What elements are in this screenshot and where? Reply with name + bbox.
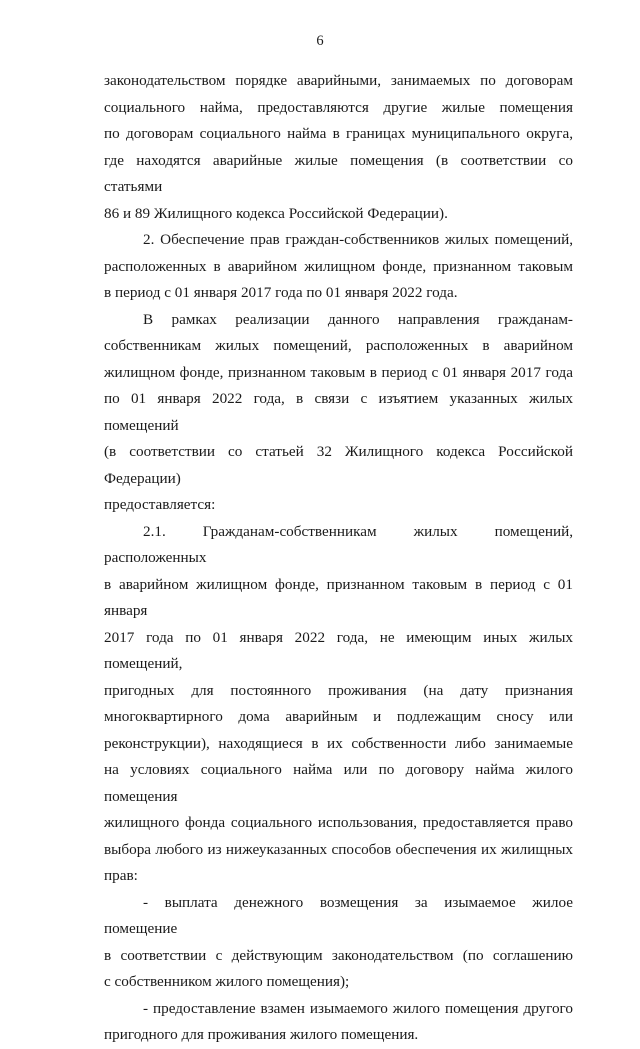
text-line: жилищном фонде, признанном таковым в период с 01 января 2017 года <box>104 363 573 381</box>
page-number: 6 <box>316 33 324 49</box>
paragraph-continuation <box>104 68 573 227</box>
text-line: в соответствии с действующим законодательством (по соглашению <box>104 946 573 964</box>
text-line: 2.1. Гражданам-собственникам жилых помещений, расположенных <box>104 522 573 566</box>
text-line: предоставляется: <box>104 496 216 513</box>
text-line: расположенных в аварийном жилищном фонде, признанном таковым <box>104 257 573 275</box>
text-line: где находятся аварийные жилые помещения (в соответствии со статьями <box>104 151 573 195</box>
text-line: реконструкции), находящиеся в их собственности либо занимаемые <box>104 734 573 752</box>
text-line: в аварийном жилищном фонде, признанном таковым в период с 01 января <box>104 575 573 619</box>
list-item <box>104 996 573 1049</box>
text-line: жилищного фонда социального использования, предоставляется право <box>104 814 573 831</box>
text-line: пригодных для постоянного проживания (на дату признания <box>104 681 573 699</box>
text-line: (в соответствии со статьей 32 Жилищного кодекса Российской Федерации) <box>104 443 573 487</box>
text-line: выбора любого из нижеуказанных способов обеспечения их жилищных <box>104 840 573 858</box>
text-line: по 01 января 2022 года, в связи с изъятием указанных жилых помещений <box>104 390 573 434</box>
document-body <box>104 68 573 1049</box>
paragraph-direction <box>104 307 573 519</box>
text-line: - предоставление взамен изымаемого жилого помещения другого <box>143 999 573 1017</box>
text-line: законодательством порядке аварийными, занимаемых по договорам <box>104 72 573 89</box>
text-line: на условиях социального найма или по договору найма жилого помещения <box>104 761 573 805</box>
text-line: - выплата денежного возмещения за изымаемое жилое помещение <box>104 893 573 937</box>
text-line: многоквартирного дома аварийным и подлежащим сносу или <box>104 708 573 725</box>
paragraph-section-2-1 <box>104 519 573 890</box>
text-line: В рамках реализации данного направления гражданам- <box>143 310 573 328</box>
text-line: 2017 года по 01 января 2022 года, не имеющим иных жилых помещений, <box>104 628 573 672</box>
text-line: социального найма, предоставляются другие жилые помещения <box>104 98 573 116</box>
text-line: 2. Обеспечение прав граждан-собственников жилых помещений, <box>143 231 573 248</box>
text-line: с собственником жилого помещения); <box>104 973 350 990</box>
paragraph-section-2 <box>104 227 573 307</box>
text-line: прав: <box>104 867 138 884</box>
text-line: пригодного для проживания жилого помещения. <box>104 1026 419 1043</box>
text-line: по договорам социального найма в границах муниципального округа, <box>104 125 573 142</box>
text-line: собственникам жилых помещений, расположенных в аварийном <box>104 337 573 354</box>
text-line: 86 и 89 Жилищного кодекса Российской Федерации). <box>104 204 448 222</box>
list-item <box>104 890 573 996</box>
text-line: в период с 01 января 2017 года по 01 января 2022 года. <box>104 284 458 301</box>
